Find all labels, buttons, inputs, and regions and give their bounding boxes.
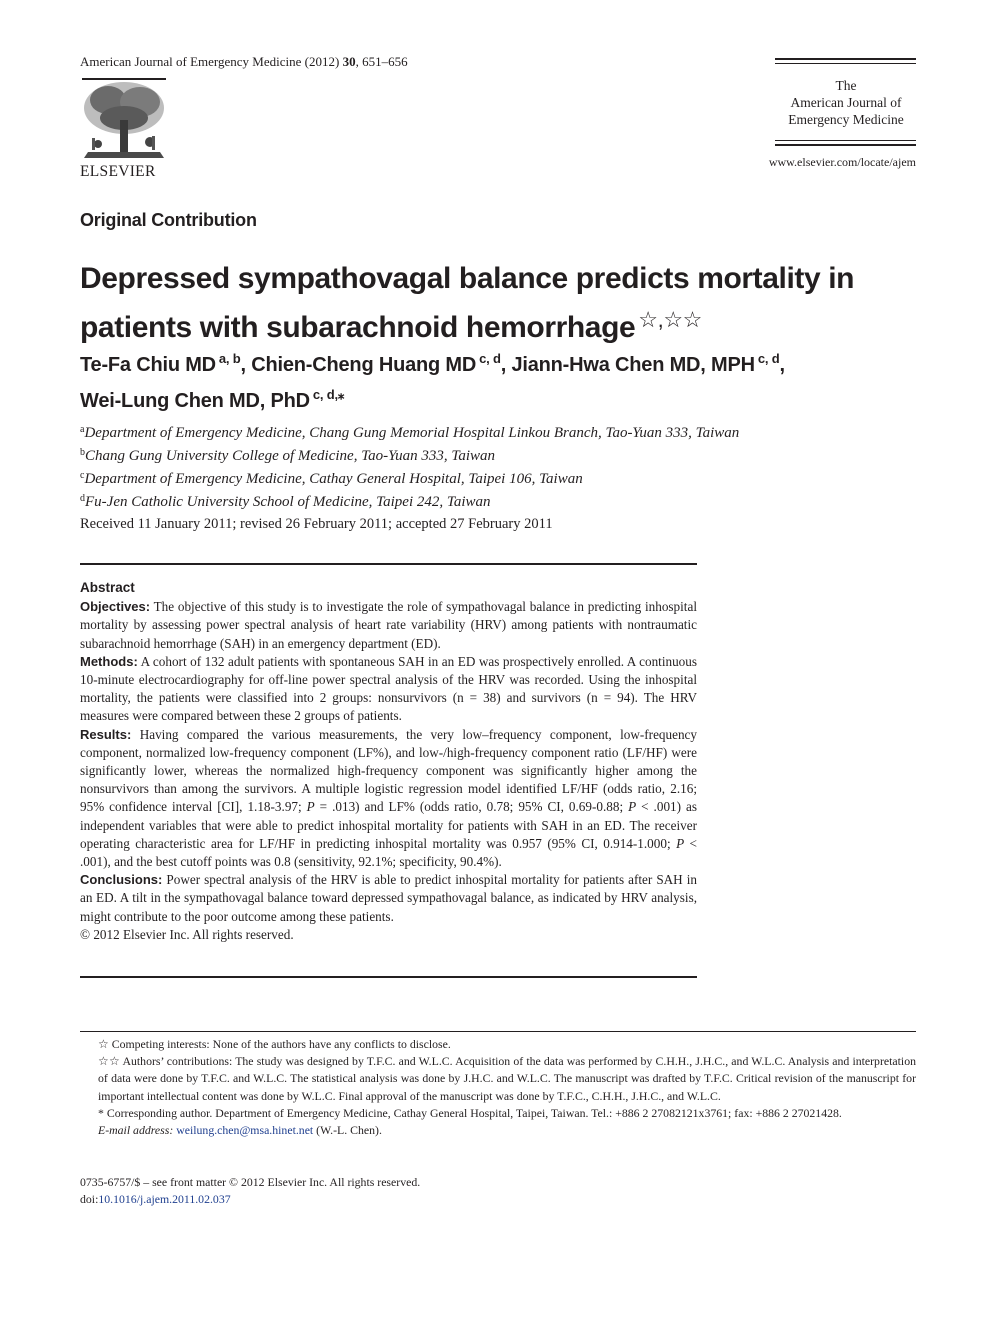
header-rule — [775, 58, 916, 60]
author-name: Chien-Cheng Huang MD — [251, 354, 477, 376]
abstract-copyright: © 2012 Elsevier Inc. All rights reserved. — [80, 926, 294, 942]
author-name: Te-Fa Chiu MD — [80, 354, 216, 376]
abstract-methods: Methods: A cohort of 132 adult patients with spontaneous SAH in an ED was prospectively enrolled. A continuous 10-minute electrocardiography for off-line power spectral analysis of the HRV was recorded. Using the inhospital mortality, the patients were classified into 2 groups: nonsurvivors (n = 38) and survivors (n = 94). The HRV measures were compared between these 2 groups of patients. — [80, 653, 697, 724]
journal-name-logo: The American Journal of Emergency Medicine — [788, 78, 904, 127]
footnotes — [80, 1036, 916, 1139]
abstract — [80, 579, 697, 944]
section-label: Original Contribution — [80, 210, 257, 230]
journal-url[interactable]: www.elsevier.com/locate/ajem — [768, 155, 916, 169]
author-name: Jiann-Hwa Chen MD, MPH — [511, 354, 755, 376]
publisher-name: ELSEVIER — [80, 163, 156, 180]
title-footnote-marks: ☆,☆☆ — [638, 307, 702, 332]
abstract-objectives: Objectives: The objective of this study is to investigate the role of sympathovagal balance in predicting inhospital mortality by assessing power spectral analysis of heart rate variability (HRV) among patients with nontraumatic subarachnoid hemorrhage (SAH) in an emergency department (ED). — [80, 599, 697, 651]
footnote-contributions: ☆☆ Authors’ contributions: The study was designed by T.F.C. and W.L.C. Acquisition of the data was performed by C.H.H., J.H.C., and W.L.C. Analysis and interpretation of data were done by T.F.C. and W.L.C. The statistical analysis was done by J.H.C. and W.L.C. The manuscript was drafted by T.F.C. Critical revision of the manuscript for important intellectual content was done by W.L.C. Final approval of the manuscript was done by T.F.C., C.H.H., J.H.C., and W.L.C. — [98, 1054, 916, 1103]
affiliation: $^a$Department of Emergency Medicine, Chang Gung Memorial Hospital Linkou Branch, Tao-Yuan 333, Taiwan — [80, 424, 740, 441]
abstract-bottom-rule — [80, 976, 697, 978]
issn-line: 0735-6757/$ – see front matter © 2012 Elsevier Inc. All rights reserved. — [80, 1175, 421, 1189]
article-title: Depressed sympathovagal balance predicts mortality in patients with subarachnoid hemorrhage ☆,☆☆ — [80, 262, 855, 344]
doi-line: doi:10.1016/j.ajem.2011.02.037 — [80, 1192, 231, 1206]
affiliation: $^b$Chang Gung University College of Medicine, Tao-Yuan 333, Taiwan — [80, 447, 496, 464]
email-link[interactable]: weilung.chen@msa.hinet.net — [176, 1123, 314, 1138]
author-name: Wei-Lung Chen MD, PhD — [80, 390, 310, 412]
abstract-conclusions: Conclusions: Power spectral analysis of the HRV is able to predict inhospital mortality for patients after SAH in an ED. A tilt in the sympathovagal balance toward depressed sympathovagal balance, as indicated by HRV analysis, might contribute to the poor outcome among these patients. — [80, 872, 698, 924]
author-list: Te-Fa Chiu MD $^{a, b}$, Chien-Cheng Huang MD $^{c, d}$, Jiann-Hwa Chen MD, MPH $^{c, d}$, Wei-Lung Chen MD, PhD $^{c, d,⁎}$ — [80, 351, 785, 412]
abstract-heading: Abstract — [80, 580, 135, 595]
header-rule-thin — [775, 63, 916, 64]
doi-link[interactable]: 10.1016/j.ajem.2011.02.037 — [98, 1192, 231, 1206]
footnote-rule — [80, 1031, 916, 1032]
footnote-competing: ☆ Competing interests: None of the authors have any conflicts to disclose. — [98, 1037, 451, 1051]
front-matter — [80, 1174, 420, 1208]
footnote-email: E-mail address: weilung.chen@msa.hinet.net (W.-L. Chen). — [98, 1123, 382, 1138]
journal-rule-thick — [775, 144, 916, 146]
affiliation: $^c$Department of Emergency Medicine, Cathay General Hospital, Taipei 106, Taiwan — [80, 470, 583, 487]
affiliation: $^d$Fu-Jen Catholic University School of Medicine, Taipei 242, Taiwan — [80, 493, 491, 510]
journal-rule — [775, 140, 916, 141]
journal-citation: American Journal of Emergency Medicine (2012) 30, 651–656 — [80, 54, 408, 69]
abstract-results: Results: Having compared the various measurements, the very low–frequency component, low-frequency component, normalized low-frequency component (LF%), and low-/high-frequency component ratio (LF/HF) were significantly lower, whereas the normalized high-frequency component was significantly higher among the nonsurvivors than among the survivors. A multiple logistic regression model identified LF/HF (odds ratio, 2.16; 95% confidence interval [CI], 1.18-3.97; P = .013) and LF% (odds ratio, 0.78; 95% CI, 0.69-0.88; P < .001) as independent variables that were able to predict inhospital mortality for patients with SAH in an ED. The receiver operating characteristic area for LF/HF in predicting inhospital mortality was 0.957 (95% CI, 0.914-1.000; P < .001), and the best cutoff points was 0.8 (sensitivity, 92.1%; specificity, 90.4%). — [80, 726, 698, 870]
article-dates: Received 11 January 2011; revised 26 February 2011; accepted 27 February 2011 — [80, 516, 553, 532]
footnote-corresponding: * Corresponding author. Department of Emergency Medicine, Cathay General Hospital, Taipei, Taiwan. Tel.: +886 2 27082121x3761; fax: +886 2 27021428. — [98, 1105, 842, 1120]
affiliations — [80, 420, 920, 512]
abstract-top-rule — [80, 563, 697, 565]
